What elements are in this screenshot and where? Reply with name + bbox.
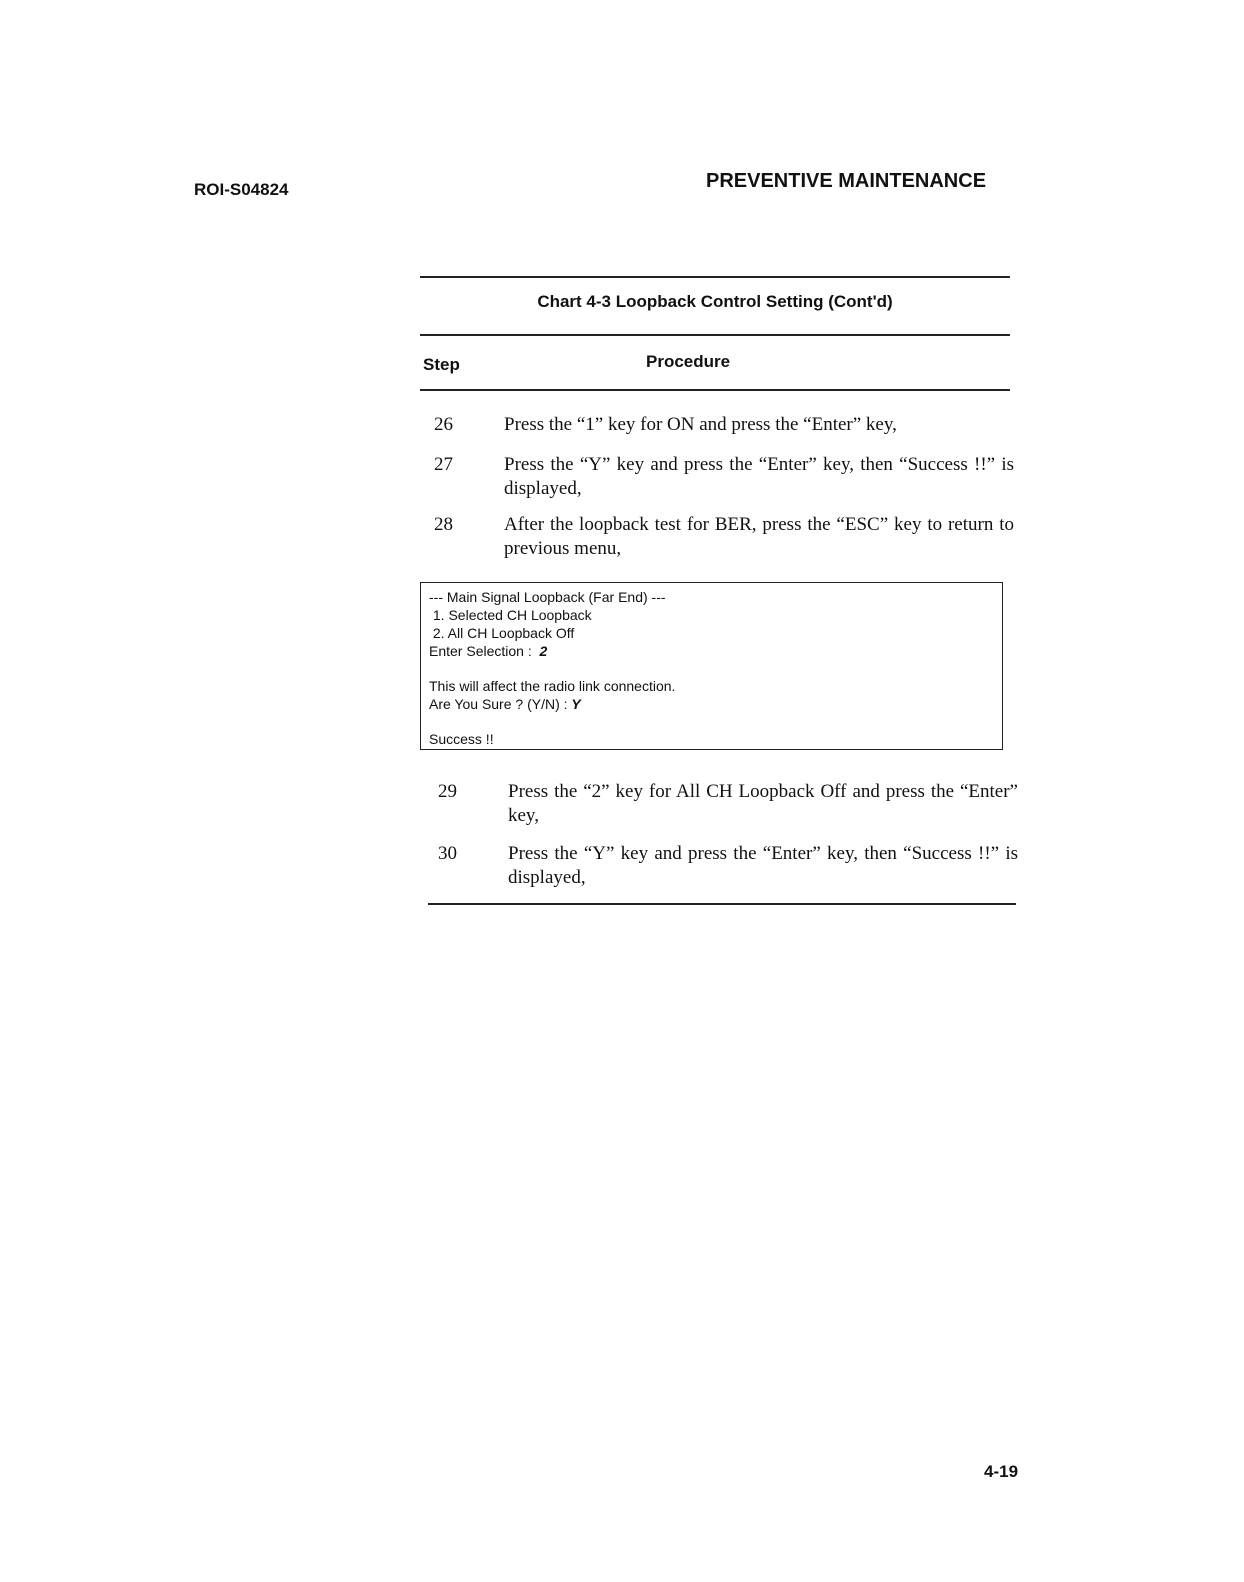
step-number: 28: [434, 514, 453, 535]
top-rule: [420, 276, 1010, 278]
chart-title: Chart 4-3 Loopback Control Setting (Cont'd): [537, 292, 893, 311]
step-text: Press the “Y” key and press the “Enter” key, then “Success !!” is displayed,: [504, 454, 1014, 499]
terminal-screen-box: [420, 582, 1003, 750]
step-text: After the loopback test for BER, press the “ESC” key to return to previous menu,: [504, 514, 1014, 559]
document-id: ROI-S04824: [194, 180, 289, 199]
step-column-header: Step: [423, 355, 460, 374]
header-rule: [420, 389, 1010, 391]
procedure-column-header: Procedure: [646, 352, 731, 371]
menu-option: 1. Selected CH Loopback: [429, 607, 592, 623]
step-number: 29: [438, 781, 457, 802]
selection-label: Enter Selection :: [429, 643, 540, 659]
selection-prompt: [429, 642, 994, 660]
warning-message: This will affect the radio link connection.: [429, 678, 676, 694]
selection-value: 2: [539, 643, 548, 659]
step-number: 26: [434, 414, 453, 435]
confirm-label: Are You Sure ? (Y/N) :: [429, 696, 572, 712]
step-text: Press the “Y” key and press the “Enter” key, then “Success !!” is displayed,: [508, 843, 1018, 888]
step-text: Press the “2” key for All CH Loopback Off and press the “Enter” key,: [508, 781, 1018, 826]
section-title: PREVENTIVE MAINTENANCE: [706, 170, 987, 192]
step-text: Press the “1” key for ON and press the “Enter” key,: [504, 414, 897, 435]
menu-option: 2. All CH Loopback Off: [429, 625, 575, 641]
confirm-value: Y: [571, 696, 581, 712]
step-number: 27: [434, 454, 453, 475]
page-number: 4-19: [984, 1462, 1019, 1481]
bottom-rule: [428, 903, 1016, 905]
confirm-prompt: [429, 695, 994, 713]
success-message: Success !!: [429, 731, 494, 747]
step-number: 30: [438, 843, 457, 864]
title-rule: [420, 334, 1010, 336]
menu-title: --- Main Signal Loopback (Far End) ---: [429, 589, 666, 605]
